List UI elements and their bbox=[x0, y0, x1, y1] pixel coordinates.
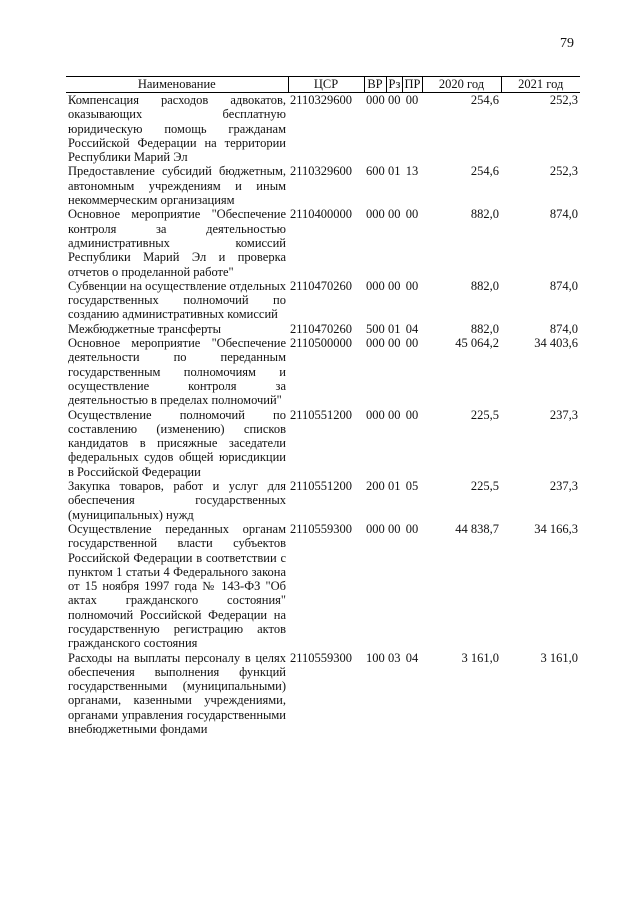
cell-pr: 00 bbox=[405, 93, 419, 107]
cell-vr: 500 bbox=[366, 321, 385, 336]
cell-y2021: 874,0 bbox=[549, 278, 578, 293]
cell-csr: 2110329600 bbox=[290, 93, 353, 107]
table-row bbox=[66, 93, 580, 165]
cell-rz: 00 bbox=[388, 93, 401, 107]
cell-csr: 2110470260 bbox=[290, 278, 353, 293]
cell-y2020: 225,5 bbox=[470, 407, 499, 422]
cell-name: Основное мероприятие "Обеспечение контроля за деятельностью административных комиссий Республики Марий Эл и проверка отчетов о проделанной работе" bbox=[68, 207, 286, 279]
cell-y2021: 237,3 bbox=[549, 407, 578, 422]
cell-vr: 000 bbox=[366, 521, 385, 536]
table-row bbox=[66, 336, 580, 407]
cell-rz: 03 bbox=[388, 650, 401, 665]
cell-rz: 00 bbox=[388, 336, 401, 351]
cell-csr: 2110329600 bbox=[290, 164, 353, 179]
cell-name: Основное мероприятие "Обеспечение деятельности по переданным государственным полномочиям и осуществление контроля за деятельностью в пределах полномочий" bbox=[68, 336, 286, 408]
cell-y2021: 874,0 bbox=[549, 321, 578, 336]
cell-csr: 2110559300 bbox=[290, 521, 353, 536]
cell-vr: 000 bbox=[366, 278, 385, 293]
cell-rz: 00 bbox=[388, 407, 401, 422]
cell-csr: 2110559300 bbox=[290, 650, 353, 665]
table-row bbox=[66, 279, 580, 322]
cell-pr: 00 bbox=[405, 207, 419, 222]
cell-y2020: 254,6 bbox=[470, 93, 499, 107]
cell-y2021: 237,3 bbox=[549, 479, 578, 494]
cell-csr: 2110551200 bbox=[290, 479, 353, 494]
header-pr: ПР bbox=[402, 77, 422, 93]
table-row bbox=[66, 408, 580, 479]
cell-vr: 600 bbox=[366, 164, 385, 179]
cell-name: Предоставление субсидий бюджетным, автономным учреждениям и иным некоммерческим организациям bbox=[68, 164, 286, 208]
cell-rz: 00 bbox=[388, 278, 401, 293]
cell-pr: 00 bbox=[405, 407, 419, 422]
cell-rz: 00 bbox=[388, 521, 401, 536]
cell-vr: 000 bbox=[366, 407, 385, 422]
cell-y2020: 3 161,0 bbox=[461, 650, 499, 665]
cell-vr: 200 bbox=[366, 479, 385, 494]
cell-rz: 01 bbox=[388, 321, 401, 336]
cell-vr: 000 bbox=[366, 336, 385, 351]
cell-pr: 00 bbox=[405, 278, 419, 293]
cell-name: Субвенции на осуществление отдельных государственных полномочий по созданию административных комиссий bbox=[68, 278, 286, 322]
cell-y2021: 252,3 bbox=[549, 93, 578, 107]
cell-csr: 2110470260 bbox=[290, 321, 353, 336]
cell-rz: 00 bbox=[388, 207, 401, 222]
cell-y2021: 252,3 bbox=[549, 164, 578, 179]
cell-y2020: 882,0 bbox=[470, 278, 499, 293]
table-row bbox=[66, 479, 580, 522]
header-name: Наименование bbox=[66, 77, 288, 93]
cell-pr: 04 bbox=[405, 650, 419, 665]
cell-pr: 00 bbox=[405, 521, 419, 536]
cell-y2021: 3 161,0 bbox=[540, 650, 578, 665]
page-number: 79 bbox=[560, 36, 574, 51]
cell-pr: 13 bbox=[405, 164, 419, 179]
table-body bbox=[66, 93, 580, 737]
cell-vr: 000 bbox=[366, 93, 385, 107]
cell-rz: 01 bbox=[388, 479, 401, 494]
cell-vr: 000 bbox=[366, 207, 385, 222]
table-row bbox=[66, 164, 580, 207]
cell-rz: 01 bbox=[388, 164, 401, 179]
cell-name: Осуществление полномочий по составлению (изменению) списков кандидатов в присяжные заседатели федеральных судов общей юрисдикции в Российской Федерации bbox=[68, 407, 286, 479]
cell-y2020: 254,6 bbox=[470, 164, 499, 179]
cell-y2021: 874,0 bbox=[549, 207, 578, 222]
cell-y2021: 34 403,6 bbox=[534, 336, 578, 351]
cell-csr: 2110400000 bbox=[290, 207, 353, 222]
cell-y2020: 44 838,7 bbox=[455, 521, 499, 536]
cell-pr: 00 bbox=[405, 336, 419, 351]
table-row bbox=[66, 207, 580, 278]
cell-vr: 100 bbox=[366, 650, 385, 665]
cell-y2020: 882,0 bbox=[470, 321, 499, 336]
header-2021: 2021 год bbox=[501, 77, 580, 93]
header-2020: 2020 год bbox=[422, 77, 501, 93]
cell-y2020: 45 064,2 bbox=[455, 336, 499, 351]
cell-csr: 2110551200 bbox=[290, 407, 353, 422]
table-row bbox=[66, 322, 580, 336]
budget-table bbox=[66, 76, 580, 736]
table-row bbox=[66, 651, 580, 737]
cell-pr: 04 bbox=[405, 321, 419, 336]
table-header-row bbox=[66, 77, 580, 93]
cell-pr: 05 bbox=[405, 479, 419, 494]
cell-name: Расходы на выплаты персоналу в целях обеспечения выполнения функций государственными (муниципальными) органами, казенными учреждениями, органами управления государственными внебюджетными фондами bbox=[68, 650, 286, 737]
cell-csr: 2110500000 bbox=[290, 336, 353, 351]
cell-y2021: 34 166,3 bbox=[534, 521, 578, 536]
header-csr: ЦСР bbox=[288, 77, 364, 93]
cell-y2020: 882,0 bbox=[470, 207, 499, 222]
cell-name: Осуществление переданных органам государственной власти субъектов Российской Федерации в соответствии с пунктом 1 статьи 4 Федерального закона от 15 ноября 1997 года № 143-ФЗ "Об актах гражданского состояния" полномочий Российской Федерации на государственную регистрацию актов гражданского состояния bbox=[68, 521, 286, 651]
header-rz: Рз bbox=[386, 77, 402, 93]
header-vr: ВР bbox=[364, 77, 386, 93]
cell-y2020: 225,5 bbox=[470, 479, 499, 494]
table-row bbox=[66, 522, 580, 651]
cell-name: Закупка товаров, работ и услуг для обеспечения государственных (муниципальных) нужд bbox=[68, 479, 286, 522]
cell-name: Компенсация расходов адвокатов, оказывающих бесплатную юридическую помощь гражданам Российской Федерации на территории Республики Марий Эл bbox=[68, 93, 286, 165]
cell-name: Межбюджетные трансферты bbox=[68, 321, 222, 336]
